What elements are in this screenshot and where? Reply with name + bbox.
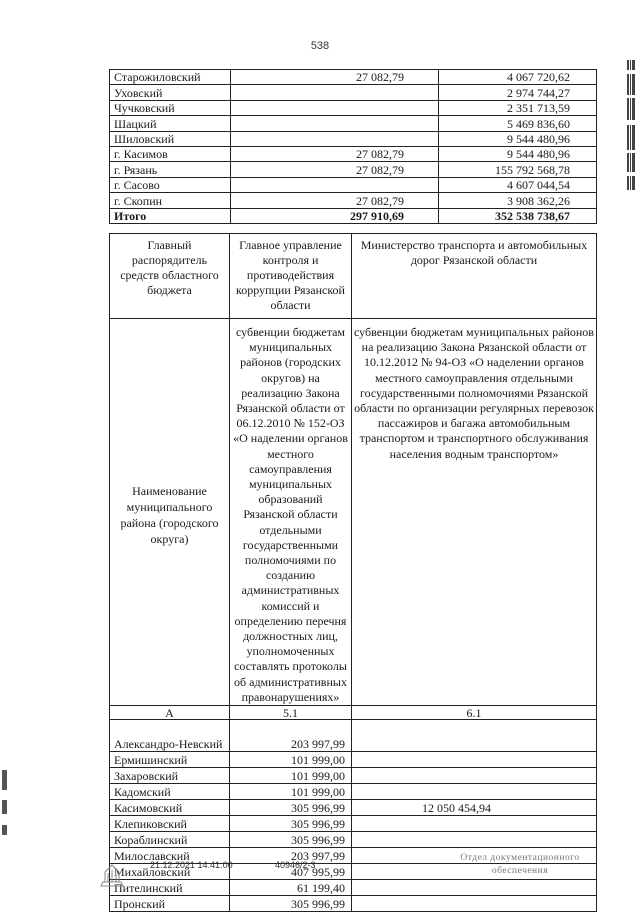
table-row (110, 100, 597, 115)
table-row (110, 162, 597, 177)
amount-col3 (352, 832, 597, 848)
office-stamp-line2: обеспечения (491, 866, 549, 876)
scan-edge-mark (2, 800, 7, 814)
barcode-icon (626, 60, 636, 190)
amount-col2 (231, 116, 439, 131)
amount-col2: 61 199,40 (230, 880, 352, 896)
index-col3: 6.1 (352, 706, 597, 720)
district-name: Касимовский (110, 800, 230, 816)
amount-col2: 203 997,99 (230, 720, 352, 752)
scan-edge-mark (2, 770, 7, 790)
total-col3: 352 538 738,67 (439, 208, 597, 223)
amount-col2: 305 996,99 (230, 832, 352, 848)
emblem-logo-icon (97, 860, 127, 890)
district-name: Кораблинский (110, 832, 230, 848)
header-col1: Главный распорядитель средств областного бюджета (110, 234, 230, 319)
district-name: г. Касимов (110, 146, 231, 161)
district-name: Уховский (110, 85, 231, 100)
amount-col2: 305 996,99 (230, 896, 352, 912)
timestamp: 21.12.2021 14:41:00 (150, 860, 233, 870)
amount-col3: 3 908 362,26 (439, 193, 597, 208)
district-name: Александро-Невский (110, 720, 230, 752)
amount-col2: 203 997,99 (230, 848, 352, 864)
header-col2: Главное управление контроля и противодействия коррупции Рязанской области (230, 234, 352, 319)
district-name: г. Рязань (110, 162, 231, 177)
amount-col3: 4 067 720,62 (439, 70, 597, 85)
table-row (110, 116, 597, 131)
amount-col2: 101 999,00 (230, 784, 352, 800)
district-name: Старожиловский (110, 70, 231, 85)
bottom-budget-table (109, 233, 597, 912)
amount-col3 (352, 784, 597, 800)
amount-col3: 2 974 744,27 (439, 85, 597, 100)
total-row (110, 208, 597, 223)
amount-col3: 9 544 480,96 (439, 131, 597, 146)
amount-col3 (352, 752, 597, 768)
amount-col2 (231, 177, 439, 192)
district-name: г. Сасово (110, 177, 231, 192)
office-stamp-line1: Отдел документационного (460, 853, 580, 863)
amount-col2 (231, 131, 439, 146)
table-row (110, 880, 597, 896)
district-name: Клепиковский (110, 816, 230, 832)
amount-col2: 305 996,99 (230, 800, 352, 816)
district-name: Чучковский (110, 100, 231, 115)
scan-edge-mark (2, 825, 7, 835)
table-row (110, 752, 597, 768)
table-row (110, 85, 597, 100)
table-row (110, 784, 597, 800)
amount-col3: 2 351 713,59 (439, 100, 597, 115)
district-name: Захаровский (110, 768, 230, 784)
district-name: Кадомский (110, 784, 230, 800)
index-col2: 5.1 (230, 706, 352, 720)
amount-col2 (231, 85, 439, 100)
table-row (110, 896, 597, 912)
amount-col3: 9 544 480,96 (439, 146, 597, 161)
header-col3: Министерство транспорта и автомобильных дорог Рязанской области (352, 234, 597, 319)
desc-col3: субвенции бюджетам муниципальных районов на реализацию Закона Рязанской области от 10.12.2012 № 94-ОЗ «О наделении органов местного самоуправления отдельными государственными полномочиями Рязанской области по организации регулярных перевозок пассажиров и багажа автомобильным транспортом и транспортного обслуживания населения водным транспортом» (352, 319, 597, 706)
total-label: Итого (110, 208, 231, 223)
district-name: Шиловский (110, 131, 231, 146)
total-col2: 297 910,69 (231, 208, 439, 223)
amount-col2: 27 082,79 (231, 162, 439, 177)
district-name: Милославский (110, 848, 230, 864)
table-row (110, 832, 597, 848)
table-row (110, 193, 597, 208)
amount-col3 (352, 720, 597, 752)
table-row (110, 70, 597, 85)
amount-col3: 12 050 454,94 (352, 800, 597, 816)
desc-col1: Наименование муниципального района (городского округа) (110, 319, 230, 706)
amount-col2: 101 999,00 (230, 768, 352, 784)
amount-col3: 155 792 568,78 (439, 162, 597, 177)
amount-col3 (352, 816, 597, 832)
page-number: 538 (310, 40, 330, 52)
index-row (110, 706, 597, 720)
amount-col3 (352, 896, 597, 912)
amount-col3 (352, 768, 597, 784)
district-name: Михайловский (110, 864, 230, 880)
desc-col2: субвенции бюджетам муниципальных районов (городских округов) на реализацию Закона Рязанской области от 06.12.2010 № 152-ОЗ «О наделении органов местного самоуправления муниципальных образований Рязанской области отдельными государственными полномочиями по созданию административных комиссий и определению перечня должностных лиц, уполномоченных составлять протоколы об административных правонарушениях» (230, 319, 352, 706)
office-stamp (440, 852, 600, 878)
header-row (110, 234, 597, 319)
district-name: Шацкий (110, 116, 231, 131)
amount-col2: 407 995,99 (230, 864, 352, 880)
amount-col2: 27 082,79 (231, 146, 439, 161)
table-row (110, 800, 597, 816)
bottom-table-body (110, 234, 597, 912)
index-col1: А (110, 706, 230, 720)
amount-col3: 4 607 044,54 (439, 177, 597, 192)
table-row (110, 131, 597, 146)
table-row (110, 146, 597, 161)
amount-col2: 101 999,00 (230, 752, 352, 768)
table-row (110, 816, 597, 832)
district-name: Пронский (110, 896, 230, 912)
amount-col2 (231, 100, 439, 115)
district-name: Пителинский (110, 880, 230, 896)
top-budget-table (109, 69, 597, 224)
document-id: 40946/2-3 (275, 860, 316, 870)
district-name: г. Скопин (110, 193, 231, 208)
table-row (110, 768, 597, 784)
amount-col2: 27 082,79 (231, 70, 439, 85)
amount-col3: 5 469 836,60 (439, 116, 597, 131)
table-row (110, 177, 597, 192)
amount-col3 (352, 880, 597, 896)
description-row (110, 319, 597, 706)
amount-col2: 305 996,99 (230, 816, 352, 832)
district-name: Ермишинский (110, 752, 230, 768)
top-table-body (110, 70, 597, 224)
table-row (110, 720, 597, 752)
amount-col2: 27 082,79 (231, 193, 439, 208)
